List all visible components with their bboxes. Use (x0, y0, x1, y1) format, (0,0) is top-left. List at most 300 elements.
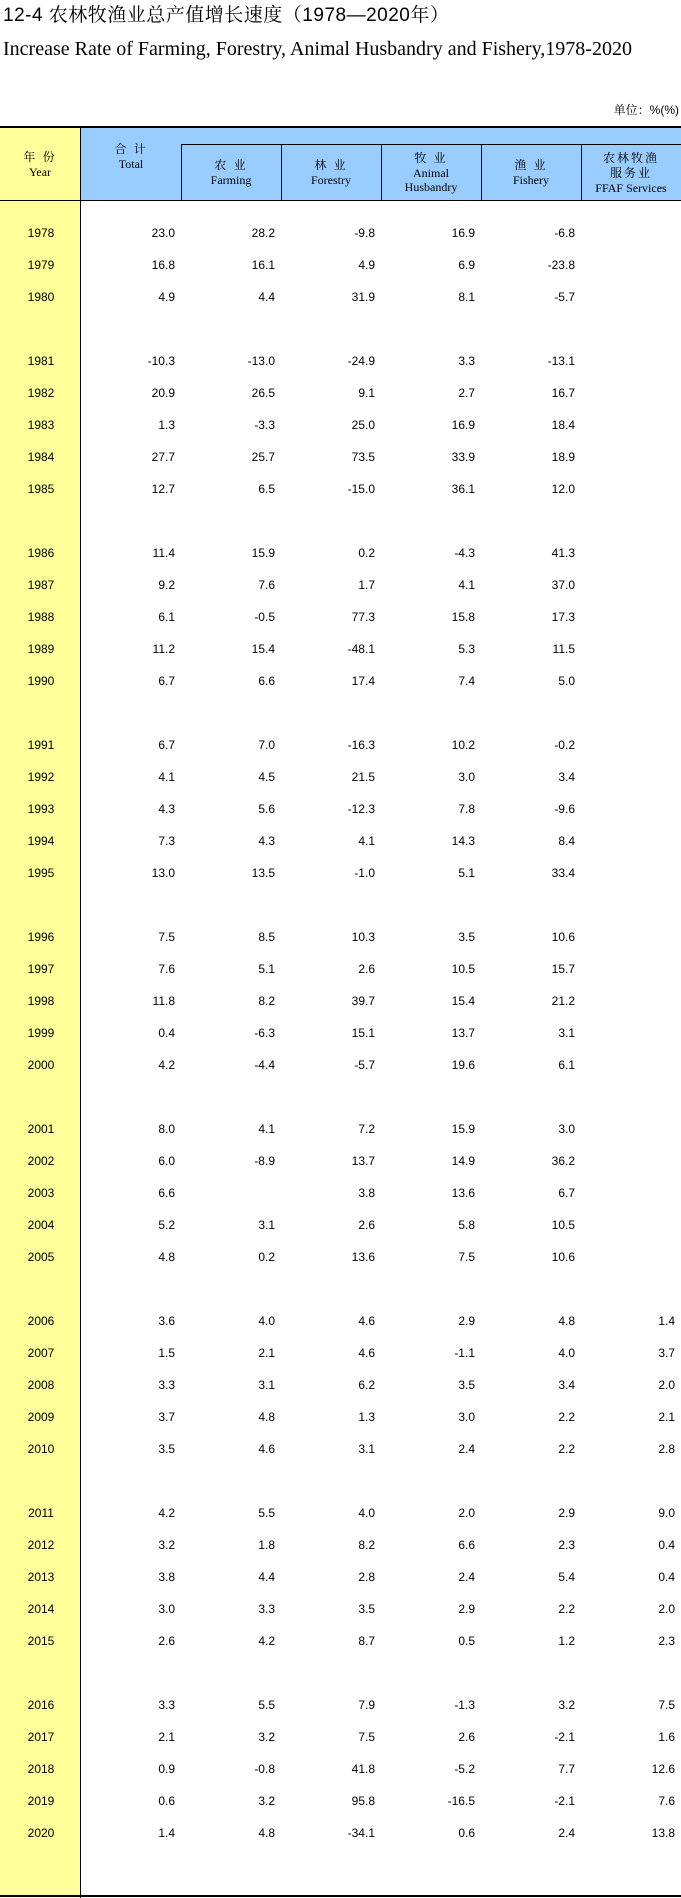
cell-fishery: 2.4 (558, 1826, 575, 1840)
cell-animal-husbandry: 5.1 (458, 866, 475, 880)
table-row (0, 1728, 681, 1746)
header-animal-en2: Husbandry (404, 180, 458, 194)
cell-total: 3.3 (158, 1698, 175, 1712)
cell-forestry: 4.9 (358, 258, 375, 272)
cell-farming: 25.7 (251, 450, 275, 464)
cell-services: 2.0 (658, 1378, 675, 1392)
cell-fishery: -9.6 (554, 802, 575, 816)
table-row (0, 672, 681, 690)
cell-fishery: 6.1 (558, 1058, 575, 1072)
cell-fishery: 17.3 (551, 610, 575, 624)
cell-forestry: 2.6 (358, 1218, 375, 1232)
cell-forestry: 4.0 (358, 1506, 375, 1520)
cell-year: 1996 (27, 930, 55, 944)
cell-forestry: 8.2 (358, 1538, 375, 1552)
cell-animal-husbandry: 36.1 (451, 482, 475, 496)
cell-animal-husbandry: 0.5 (458, 1634, 475, 1648)
cell-services: 9.0 (658, 1506, 675, 1520)
cell-year: 1989 (27, 642, 55, 656)
table-row (0, 640, 681, 658)
cell-total: 6.7 (158, 674, 175, 688)
cell-total: 3.6 (158, 1314, 175, 1328)
cell-total: 5.2 (158, 1218, 175, 1232)
cell-year: 1991 (27, 738, 55, 752)
cell-animal-husbandry: 2.9 (458, 1314, 475, 1328)
cell-fishery: 18.9 (551, 450, 575, 464)
cell-total: 13.0 (151, 866, 175, 880)
cell-services: 2.3 (658, 1634, 675, 1648)
cell-year: 2009 (27, 1410, 55, 1424)
table-row (0, 576, 681, 594)
table-row (0, 480, 681, 498)
cell-forestry: 4.1 (358, 834, 375, 848)
cell-animal-husbandry: 15.9 (451, 1122, 475, 1136)
cell-animal-husbandry: 15.4 (451, 994, 475, 1008)
cell-year: 1999 (27, 1026, 55, 1040)
cell-total: 3.3 (158, 1378, 175, 1392)
cell-animal-husbandry: 8.1 (458, 290, 475, 304)
table-row (0, 288, 681, 306)
cell-total: 4.9 (158, 290, 175, 304)
cell-animal-husbandry: 10.2 (451, 738, 475, 752)
cell-fishery: 4.8 (558, 1314, 575, 1328)
header-forestry-en: Forestry (311, 173, 351, 187)
header-total-cn: 合 计 (114, 142, 148, 156)
table-row (0, 832, 681, 850)
cell-animal-husbandry: 2.6 (458, 1730, 475, 1744)
cell-fishery: 3.1 (558, 1026, 575, 1040)
table-row (0, 800, 681, 818)
cell-animal-husbandry: 16.9 (451, 226, 475, 240)
cell-farming: 16.1 (251, 258, 275, 272)
cell-animal-husbandry: 2.4 (458, 1442, 475, 1456)
cell-animal-husbandry: 15.8 (451, 610, 475, 624)
cell-forestry: 2.8 (358, 1570, 375, 1584)
header-farming (181, 145, 281, 200)
cell-animal-husbandry: 2.7 (458, 386, 475, 400)
table-row (0, 1632, 681, 1650)
table-row (0, 384, 681, 402)
cell-farming: 6.6 (258, 674, 275, 688)
table-row (0, 768, 681, 786)
cell-forestry: 7.5 (358, 1730, 375, 1744)
cell-forestry: 95.8 (351, 1794, 375, 1808)
cell-fishery: -0.2 (554, 738, 575, 752)
cell-total: 0.6 (158, 1794, 175, 1808)
cell-fishery: -2.1 (554, 1794, 575, 1808)
cell-animal-husbandry: -1.3 (454, 1698, 475, 1712)
table-row (0, 544, 681, 562)
table-row (0, 1248, 681, 1266)
cell-forestry: 77.3 (351, 610, 375, 624)
cell-total: 3.0 (158, 1602, 175, 1616)
cell-forestry: 25.0 (351, 418, 375, 432)
cell-total: 2.1 (158, 1730, 175, 1744)
cell-total: 3.7 (158, 1410, 175, 1424)
cell-forestry: 8.7 (358, 1634, 375, 1648)
cell-animal-husbandry: 2.4 (458, 1570, 475, 1584)
cell-year: 1992 (27, 770, 55, 784)
header-animal-en1: Animal (413, 166, 449, 180)
cell-total: 3.8 (158, 1570, 175, 1584)
cell-forestry: 21.5 (351, 770, 375, 784)
cell-fishery: 41.3 (551, 546, 575, 560)
cell-farming: 5.5 (258, 1698, 275, 1712)
header-farming-cn: 农 业 (214, 158, 248, 172)
header-divider-farming (181, 144, 182, 200)
cell-total: 0.9 (158, 1762, 175, 1776)
table-row (0, 928, 681, 946)
header-animal-cn: 牧 业 (414, 151, 448, 165)
cell-year: 2004 (27, 1218, 55, 1232)
cell-total: 7.6 (158, 962, 175, 976)
cell-farming: -6.3 (254, 1026, 275, 1040)
cell-total: 16.8 (151, 258, 175, 272)
cell-forestry: -1.0 (354, 866, 375, 880)
table-row (0, 1568, 681, 1586)
cell-forestry: 2.6 (358, 962, 375, 976)
cell-forestry: 10.3 (351, 930, 375, 944)
cell-fishery: 2.2 (558, 1602, 575, 1616)
cell-year: 1980 (27, 290, 55, 304)
cell-farming: -3.3 (254, 418, 275, 432)
cell-year: 2014 (27, 1602, 55, 1616)
table-row (0, 1152, 681, 1170)
cell-fishery: 33.4 (551, 866, 575, 880)
table-top-rule (0, 126, 681, 128)
cell-farming: -4.4 (254, 1058, 275, 1072)
cell-total: -10.3 (147, 354, 175, 368)
cell-fishery: -13.1 (547, 354, 575, 368)
table-bottom-rule (0, 1895, 681, 1897)
cell-total: 4.2 (158, 1506, 175, 1520)
table-row (0, 1216, 681, 1234)
table-row (0, 1440, 681, 1458)
cell-fishery: 12.0 (551, 482, 575, 496)
cell-farming: 4.0 (258, 1314, 275, 1328)
header-bottom-rule (0, 200, 681, 201)
cell-services: 1.4 (658, 1314, 675, 1328)
cell-fishery: 37.0 (551, 578, 575, 592)
cell-farming: 5.1 (258, 962, 275, 976)
cell-forestry: 1.7 (358, 578, 375, 592)
cell-farming: 4.6 (258, 1442, 275, 1456)
table-row (0, 1056, 681, 1074)
cell-total: 1.3 (158, 418, 175, 432)
cell-forestry: 13.6 (351, 1250, 375, 1264)
cell-year: 1984 (27, 450, 55, 464)
cell-farming: 0.2 (258, 1250, 275, 1264)
cell-animal-husbandry: 2.0 (458, 1506, 475, 1520)
table-row (0, 1120, 681, 1138)
cell-services: 13.8 (651, 1826, 675, 1840)
table-row (0, 1536, 681, 1554)
cell-forestry: -48.1 (347, 642, 375, 656)
cell-fishery: 36.2 (551, 1154, 575, 1168)
cell-fishery: 2.2 (558, 1442, 575, 1456)
cell-total: 2.6 (158, 1634, 175, 1648)
cell-fishery: 8.4 (558, 834, 575, 848)
cell-farming: 5.6 (258, 802, 275, 816)
cell-fishery: 5.4 (558, 1570, 575, 1584)
cell-fishery: 2.9 (558, 1506, 575, 1520)
cell-fishery: 21.2 (551, 994, 575, 1008)
cell-animal-husbandry: 19.6 (451, 1058, 475, 1072)
cell-forestry: -12.3 (347, 802, 375, 816)
cell-services: 12.6 (651, 1762, 675, 1776)
table-row (0, 1344, 681, 1362)
cell-year: 2008 (27, 1378, 55, 1392)
cell-farming: 7.0 (258, 738, 275, 752)
cell-year: 1985 (27, 482, 55, 496)
cell-services: 1.6 (658, 1730, 675, 1744)
cell-fishery: -23.8 (547, 258, 575, 272)
cell-fishery: 16.7 (551, 386, 575, 400)
cell-farming: 28.2 (251, 226, 275, 240)
cell-fishery: -5.7 (554, 290, 575, 304)
cell-fishery: 5.0 (558, 674, 575, 688)
table-row (0, 1824, 681, 1842)
cell-fishery: -2.1 (554, 1730, 575, 1744)
table-row (0, 1696, 681, 1714)
header-services-cn2: 服务业 (609, 165, 652, 180)
table-row (0, 1408, 681, 1426)
cell-total: 7.3 (158, 834, 175, 848)
cell-forestry: 73.5 (351, 450, 375, 464)
cell-fishery: -6.8 (554, 226, 575, 240)
cell-animal-husbandry: 6.9 (458, 258, 475, 272)
cell-services: 2.8 (658, 1442, 675, 1456)
cell-farming: -8.9 (254, 1154, 275, 1168)
cell-services: 2.0 (658, 1602, 675, 1616)
cell-total: 6.6 (158, 1186, 175, 1200)
header-divider-forestry (281, 144, 282, 200)
table-row (0, 352, 681, 370)
cell-animal-husbandry: 0.6 (458, 1826, 475, 1840)
cell-farming: 4.4 (258, 1570, 275, 1584)
cell-farming: 4.5 (258, 770, 275, 784)
cell-farming: 3.1 (258, 1218, 275, 1232)
cell-animal-husbandry: 16.9 (451, 418, 475, 432)
cell-farming: 7.6 (258, 578, 275, 592)
cell-total: 27.7 (151, 450, 175, 464)
unit-label: 单位：%(%) (613, 103, 679, 117)
header-year-en: Year (28, 164, 52, 179)
cell-animal-husbandry: 5.3 (458, 642, 475, 656)
table-row (0, 1376, 681, 1394)
cell-animal-husbandry: 13.7 (451, 1026, 475, 1040)
table-row (0, 224, 681, 242)
cell-farming: 4.2 (258, 1634, 275, 1648)
cell-year: 1995 (27, 866, 55, 880)
cell-fishery: 2.3 (558, 1538, 575, 1552)
cell-services: 3.7 (658, 1346, 675, 1360)
header-services (581, 145, 681, 200)
cell-total: 1.4 (158, 1826, 175, 1840)
cell-year: 2010 (27, 1442, 55, 1456)
cell-total: 11.4 (152, 546, 175, 560)
cell-year: 2013 (27, 1570, 55, 1584)
header-services-cn1: 农林牧渔 (602, 150, 659, 165)
table-row (0, 960, 681, 978)
cell-forestry: -9.8 (354, 226, 375, 240)
cell-farming: -0.5 (254, 610, 275, 624)
cell-year: 1993 (27, 802, 55, 816)
cell-year: 2001 (27, 1122, 55, 1136)
cell-year: 2002 (27, 1154, 55, 1168)
header-fishery-cn: 渔 业 (514, 158, 548, 172)
cell-year: 2007 (27, 1346, 55, 1360)
cell-forestry: -24.9 (347, 354, 375, 368)
cell-total: 7.5 (158, 930, 175, 944)
cell-fishery: 3.2 (558, 1698, 575, 1712)
cell-year: 2012 (27, 1538, 55, 1552)
cell-forestry: 1.3 (358, 1410, 375, 1424)
header-divider-services (581, 144, 582, 200)
cell-year: 1978 (27, 226, 55, 240)
cell-farming: 3.2 (258, 1730, 275, 1744)
table-row (0, 416, 681, 434)
cell-forestry: 41.8 (351, 1762, 375, 1776)
cell-forestry: 15.1 (351, 1026, 375, 1040)
cell-year: 1988 (27, 610, 55, 624)
header-farming-en: Farming (210, 173, 252, 187)
table-row (0, 1760, 681, 1778)
table-row (0, 256, 681, 274)
cell-year: 2016 (27, 1698, 55, 1712)
cell-forestry: 17.4 (351, 674, 375, 688)
table-row (0, 736, 681, 754)
cell-fishery: 4.0 (558, 1346, 575, 1360)
cell-animal-husbandry: 3.5 (458, 930, 475, 944)
cell-year: 1997 (27, 962, 55, 976)
cell-farming: 6.5 (258, 482, 275, 496)
cell-total: 11.2 (152, 642, 175, 656)
header-services-en: FFAF Services (595, 180, 667, 195)
cell-forestry: -34.1 (347, 1826, 375, 1840)
cell-forestry: 3.5 (358, 1602, 375, 1616)
cell-fishery: 10.5 (551, 1218, 575, 1232)
cell-forestry: 7.9 (358, 1698, 375, 1712)
header-divider-fishery (481, 144, 482, 200)
cell-fishery: 10.6 (551, 930, 575, 944)
cell-total: 3.2 (158, 1538, 175, 1552)
cell-year: 2018 (27, 1762, 55, 1776)
table-row (0, 448, 681, 466)
cell-fishery: 1.2 (558, 1634, 575, 1648)
cell-farming: -0.8 (254, 1762, 275, 1776)
cell-fishery: 6.7 (558, 1186, 575, 1200)
header-subgroup-rule (181, 144, 681, 145)
header-total-en: Total (118, 157, 144, 171)
header-year (0, 128, 80, 200)
cell-farming: 26.5 (251, 386, 275, 400)
cell-year: 1998 (27, 994, 55, 1008)
cell-animal-husbandry: 7.5 (458, 1250, 475, 1264)
cell-animal-husbandry: 7.8 (458, 802, 475, 816)
cell-services: 7.6 (658, 1794, 675, 1808)
table-row (0, 864, 681, 882)
cell-year: 2000 (27, 1058, 55, 1072)
cell-fishery: 15.7 (551, 962, 575, 976)
cell-total: 0.4 (158, 1026, 175, 1040)
cell-forestry: 4.6 (358, 1346, 375, 1360)
cell-year: 1981 (27, 354, 55, 368)
cell-year: 2006 (27, 1314, 55, 1328)
cell-services: 0.4 (658, 1538, 675, 1552)
table-row (0, 1600, 681, 1618)
cell-forestry: 0.2 (358, 546, 375, 560)
cell-animal-husbandry: 10.5 (451, 962, 475, 976)
cell-total: 6.0 (158, 1154, 175, 1168)
cell-fishery: 18.4 (551, 418, 575, 432)
cell-farming: 1.8 (258, 1538, 275, 1552)
cell-forestry: 7.2 (358, 1122, 375, 1136)
cell-forestry: 6.2 (358, 1378, 375, 1392)
cell-year: 1987 (27, 578, 55, 592)
cell-farming: 3.1 (258, 1378, 275, 1392)
cell-total: 20.9 (151, 386, 175, 400)
cell-forestry: 3.1 (358, 1442, 375, 1456)
cell-animal-husbandry: 5.8 (458, 1218, 475, 1232)
cell-year: 1979 (27, 258, 55, 272)
cell-fishery: 3.0 (558, 1122, 575, 1136)
cell-forestry: -16.3 (347, 738, 375, 752)
cell-animal-husbandry: 6.6 (458, 1538, 475, 1552)
table-row (0, 1024, 681, 1042)
header-fishery-en: Fishery (513, 173, 549, 187)
table-row (0, 1504, 681, 1522)
cell-fishery: 7.7 (558, 1762, 575, 1776)
cell-forestry: 39.7 (351, 994, 375, 1008)
cell-farming: 3.3 (258, 1602, 275, 1616)
cell-animal-husbandry: 14.3 (451, 834, 475, 848)
header-fishery (481, 145, 581, 200)
cell-farming: -13.0 (247, 354, 275, 368)
cell-animal-husbandry: 3.0 (458, 1410, 475, 1424)
cell-services: 7.5 (658, 1698, 675, 1712)
cell-forestry: -5.7 (354, 1058, 375, 1072)
cell-animal-husbandry: 14.9 (451, 1154, 475, 1168)
cell-fishery: 10.6 (551, 1250, 575, 1264)
header-forestry (281, 145, 381, 200)
cell-farming: 4.8 (258, 1410, 275, 1424)
cell-services: 2.1 (658, 1410, 675, 1424)
cell-animal-husbandry: 3.5 (458, 1378, 475, 1392)
cell-year: 2011 (28, 1506, 54, 1520)
cell-year: 1986 (27, 546, 55, 560)
table-title-en: Increase Rate of Farming, Forestry, Animal Husbandry and Fishery,1978-2020 (3, 38, 632, 60)
cell-animal-husbandry: -16.5 (447, 1794, 475, 1808)
cell-farming: 3.2 (258, 1794, 275, 1808)
cell-animal-husbandry: 33.9 (451, 450, 475, 464)
cell-farming: 4.8 (258, 1826, 275, 1840)
cell-animal-husbandry: 4.1 (458, 578, 475, 592)
cell-forestry: -15.0 (347, 482, 375, 496)
cell-year: 2020 (27, 1826, 55, 1840)
cell-farming: 5.5 (258, 1506, 275, 1520)
cell-farming: 4.4 (258, 290, 275, 304)
header-animal-husbandry (381, 145, 481, 200)
cell-total: 4.2 (158, 1058, 175, 1072)
header-year-cn: 年 份 (23, 149, 57, 164)
cell-fishery: 3.4 (558, 1378, 575, 1392)
cell-forestry: 31.9 (351, 290, 375, 304)
cell-forestry: 13.7 (351, 1154, 375, 1168)
cell-year: 2005 (27, 1250, 55, 1264)
cell-farming: 8.2 (258, 994, 275, 1008)
cell-total: 12.7 (151, 482, 175, 496)
